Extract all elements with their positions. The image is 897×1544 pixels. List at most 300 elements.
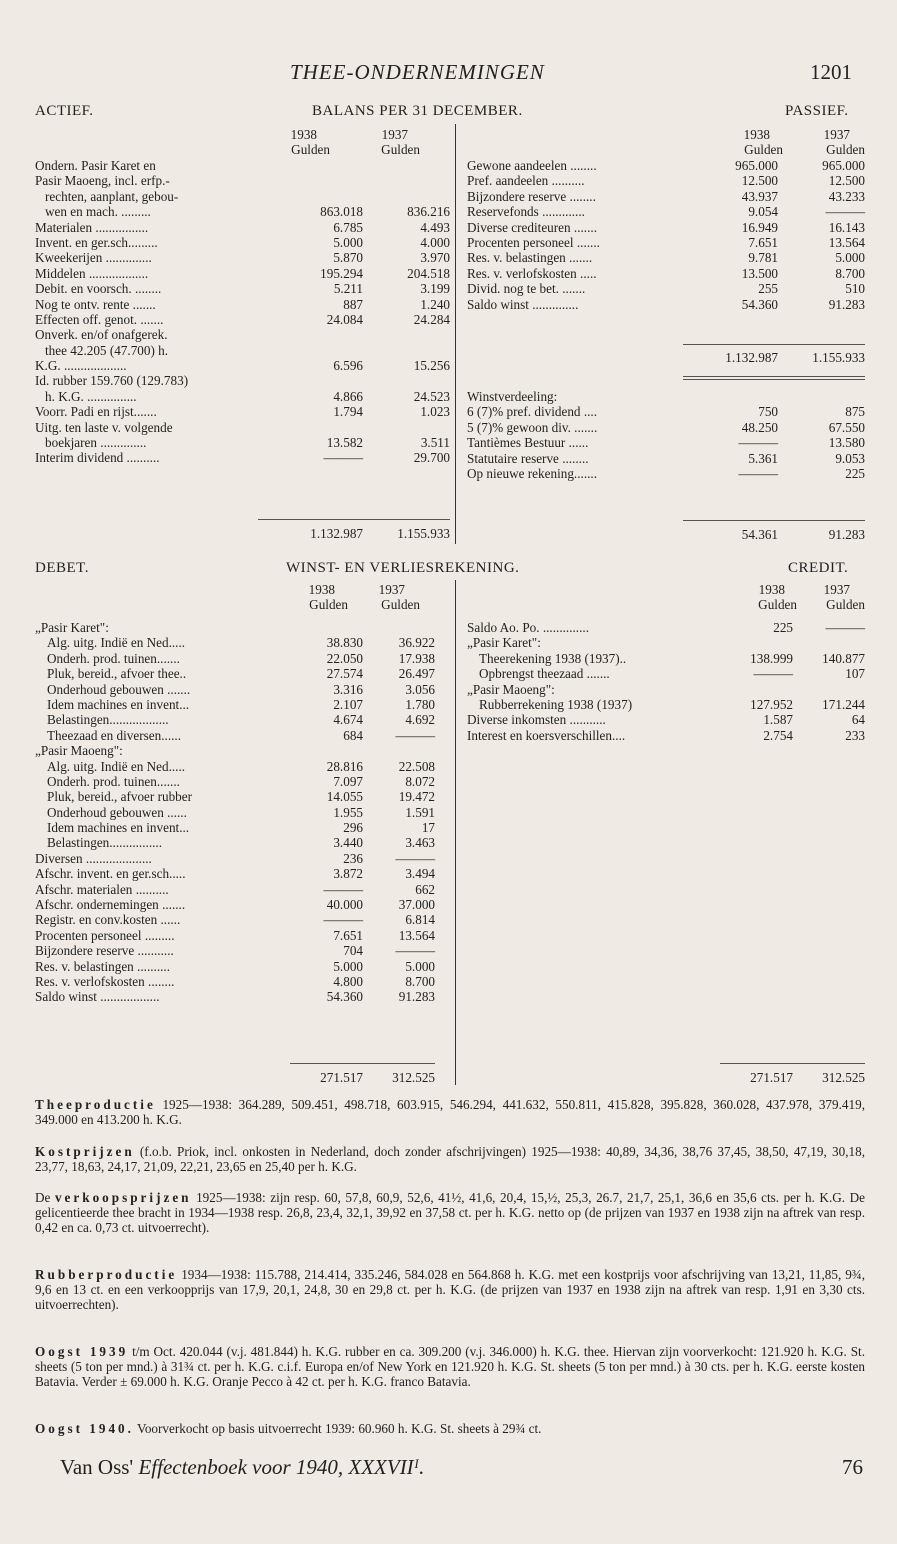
passief-total <box>467 350 865 365</box>
row-label: „Pasir Karet": <box>35 620 109 635</box>
row-label: Voorr. Padi en rijst....... <box>35 404 157 420</box>
row-label: Res. v. verlofskosten ........ <box>35 973 175 989</box>
pl-divider <box>455 580 456 1085</box>
value-1938: 6.785 <box>333 219 363 235</box>
footer-citation <box>60 1455 424 1480</box>
actief-total-1938: 1.132.987 <box>310 526 363 541</box>
table-row <box>35 420 450 435</box>
passief-sum-line <box>683 344 865 345</box>
row-label: Id. rubber 159.760 (129.783) <box>35 373 189 389</box>
value-1938: 684 <box>343 727 363 743</box>
footer-page: 76 <box>842 1455 863 1479</box>
winst-sum-line <box>683 520 865 521</box>
row-label: Pluk, bereid., afvoer thee.. <box>47 666 187 682</box>
table-row <box>467 666 865 681</box>
row-label: Rubberrekening 1938 (1937) <box>479 696 633 712</box>
value-1937: 64 <box>851 712 865 728</box>
credit-col-headers <box>680 582 865 613</box>
passief-label: PASSIEF. <box>785 103 849 119</box>
credit-total-1938: 271.517 <box>750 1070 793 1085</box>
value-1937: 3.463 <box>405 835 435 851</box>
value-1937: 17 <box>421 820 435 836</box>
table-row <box>35 912 435 927</box>
credit-total-1937: 312.525 <box>822 1070 865 1085</box>
value-1938: 9.054 <box>748 204 778 220</box>
table-row <box>35 866 435 881</box>
value-1937: 91.283 <box>828 296 865 312</box>
table-row <box>35 297 450 312</box>
table-row <box>35 189 450 204</box>
table-row <box>35 897 435 912</box>
unit-gulden: Gulden <box>758 597 797 613</box>
paragraph-theeproductie <box>35 1098 865 1128</box>
paragraph-oogst-1939 <box>35 1345 865 1389</box>
table-row <box>467 435 865 450</box>
row-label: Op nieuwe rekening....... <box>467 465 598 481</box>
value-1937: 3.199 <box>420 281 450 297</box>
table-row <box>35 835 435 850</box>
row-label: rechten, aanplant, gebou- <box>45 188 179 204</box>
para-key: verkoopsprijzen <box>54 1190 192 1205</box>
paragraph-verkoopsprijzen <box>35 1191 865 1235</box>
debet-sum-line <box>290 1063 435 1064</box>
value-1937: 3.056 <box>405 681 435 697</box>
pl-title: WINST- EN VERLIESREKENING. <box>286 560 520 576</box>
row-label: Res. v. verlofskosten ..... <box>467 265 597 281</box>
table-row <box>35 235 450 250</box>
value-1938: 2.754 <box>763 727 793 743</box>
value-1937: 29.700 <box>413 450 450 466</box>
value-1938: 704 <box>343 943 363 959</box>
table-row <box>467 220 865 235</box>
row-label: Belastingen................ <box>47 835 163 851</box>
value-1938: 3.316 <box>333 681 363 697</box>
table-row <box>35 974 435 989</box>
row-label: Uitg. ten laste v. volgende <box>35 419 173 435</box>
credit-label: CREDIT. <box>788 560 849 576</box>
row-label: Afschr. materialen .......... <box>35 881 169 897</box>
value-1938: 16.949 <box>741 219 778 235</box>
value-1938: 195.294 <box>320 265 363 281</box>
value-1937: 13.580 <box>828 435 865 451</box>
paragraph-kostprijzen <box>35 1145 865 1175</box>
table-row <box>35 805 435 820</box>
table-row <box>467 266 865 281</box>
unit-gulden: Gulden <box>744 142 783 158</box>
table-row <box>467 420 865 435</box>
table-row <box>35 682 435 697</box>
row-label: Invent. en ger.sch......... <box>35 234 158 250</box>
table-row <box>35 989 435 1004</box>
para-text: 1934—1938: 115.788, 214.414, 335.246, 584.028 en 564.868 h. K.G. met een kostprijs voor afschrijving van 13,21, 11,85, 9¾, 9,6 en 13 ct. en een verkoopprijs van 17,9, 20,1, 24,8, 30 en 29,8 ct. per h. K.G. (de prijzen van 1937 en 1938 zijn na aftrek van resp. 1,91 en 3,30 cts. uitvoerrechten). <box>35 1267 865 1312</box>
row-label: Diversen .................... <box>35 850 152 866</box>
value-1938: 40.000 <box>326 897 363 913</box>
table-row <box>467 158 865 173</box>
year-1938: 1938 <box>308 582 335 597</box>
value-1938: 6.596 <box>333 358 363 374</box>
value-1937: 24.523 <box>413 388 450 404</box>
actief-total <box>35 526 450 541</box>
table-row <box>35 635 435 650</box>
paragraph-oogst-1940 <box>35 1422 865 1437</box>
row-label: Procenten personeel ....... <box>467 234 600 250</box>
value-1937: 91.283 <box>398 989 435 1005</box>
value-1938: 5.361 <box>748 450 778 466</box>
row-label: „Pasir Maoeng": <box>35 743 123 759</box>
footer-publisher: Van Oss' <box>60 1455 139 1479</box>
value-1938: ——— <box>323 881 363 897</box>
value-1938: 14.055 <box>326 789 363 805</box>
passief-col-headers <box>680 127 865 158</box>
value-1937: 3.494 <box>405 866 435 882</box>
value-1937: 26.497 <box>398 666 435 682</box>
row-label: wen en mach. ......... <box>45 204 151 220</box>
value-1937: 24.284 <box>413 311 450 327</box>
value-1938: 750 <box>758 404 778 420</box>
table-row <box>35 759 435 774</box>
value-1937: ——— <box>395 850 435 866</box>
value-1938: 7.651 <box>333 927 363 943</box>
table-row <box>467 250 865 265</box>
row-label: Divid. nog te bet. ....... <box>467 281 586 297</box>
paragraph-rubberproductie <box>35 1268 865 1312</box>
value-1938: 9.781 <box>748 250 778 266</box>
table-row <box>35 266 450 281</box>
row-label: Idem machines en invent... <box>47 820 190 836</box>
row-label: Tantièmes Bestuur ...... <box>467 435 589 451</box>
table-row <box>35 373 450 388</box>
value-1938: 28.816 <box>326 758 363 774</box>
row-label: Kweekerijen .............. <box>35 250 152 266</box>
value-1938: 236 <box>343 850 363 866</box>
value-1938: ——— <box>738 465 778 481</box>
value-1937: 1.240 <box>420 296 450 312</box>
table-row <box>35 204 450 219</box>
value-1937: 4.000 <box>420 234 450 250</box>
row-label: Gewone aandeelen ........ <box>467 158 597 173</box>
value-1937: 1.780 <box>405 696 435 712</box>
row-label: Onderhoud gebouwen ...... <box>47 804 187 820</box>
value-1938: 5.211 <box>333 281 363 297</box>
table-row <box>35 697 435 712</box>
value-1938: 3.440 <box>333 835 363 851</box>
table-row <box>35 651 435 666</box>
table-row <box>35 666 435 681</box>
row-label: Ondern. Pasir Karet en <box>35 158 156 173</box>
value-1937: 67.550 <box>828 419 865 435</box>
actief-col-headers <box>255 127 450 158</box>
year-1938: 1938 <box>758 582 785 597</box>
para-text: Voorverkocht op basis uitvoerrecht 1939: 60.960 h. K.G. St. sheets à 29¾ ct. <box>133 1421 542 1436</box>
value-1937: 107 <box>845 666 865 682</box>
row-label: „Pasir Maoeng": <box>467 681 555 697</box>
value-1937: 140.877 <box>822 650 865 666</box>
row-label: thee 42.205 (47.700) h. <box>45 342 169 358</box>
row-label: Onderh. prod. tuinen....... <box>47 650 180 666</box>
value-1938: 4.800 <box>333 973 363 989</box>
value-1938: 138.999 <box>750 650 793 666</box>
value-1937: 22.508 <box>398 758 435 774</box>
value-1937: ——— <box>825 620 865 635</box>
table-row <box>35 220 450 235</box>
value-1938: 887 <box>343 296 363 312</box>
row-label: Saldo winst .............. <box>467 296 579 312</box>
value-1937: 510 <box>845 281 865 297</box>
table-row <box>35 851 435 866</box>
para-text: (f.o.b. Priok, incl. onkosten in Nederland, doch zonder afschrijvingen) 1925—1938: 40,89, 34,36, 38,76 37,45, 38,50, 47,19, 30,18, 23,77, 18,63, 24,17, 21,09, 22,21, 23,65 en 25,40 per h. K.G. <box>35 1144 865 1174</box>
value-1937: ——— <box>395 727 435 743</box>
table-row <box>35 312 450 327</box>
year-1937: 1937 <box>378 582 405 597</box>
table-row <box>35 343 450 358</box>
value-1937: 43.233 <box>828 188 865 204</box>
value-1937: 233 <box>845 727 865 743</box>
passief-double-line-2 <box>683 379 865 380</box>
row-label: Procenten personeel ......... <box>35 927 175 943</box>
value-1938: 38.830 <box>326 635 363 651</box>
value-1938: 5.870 <box>333 250 363 266</box>
row-label: Pref. aandeelen .......... <box>467 173 585 189</box>
para-key: Kostprijzen <box>35 1144 135 1159</box>
row-label: Idem machines en invent... <box>47 696 190 712</box>
row-label: Onverk. en/of onafgerek. <box>35 327 168 343</box>
table-row <box>467 173 865 188</box>
table-row <box>35 404 450 419</box>
unit-gulden: Gulden <box>381 142 420 158</box>
passief-total-1937: 1.155.933 <box>812 350 865 365</box>
row-label: Alg. uitg. Indië en Ned..... <box>47 758 186 774</box>
winst-total <box>467 527 865 542</box>
value-1938: 4.674 <box>333 712 363 728</box>
value-1938: 1.955 <box>333 804 363 820</box>
value-1938: 5.000 <box>333 958 363 974</box>
row-label: Registr. en conv.kosten ...... <box>35 912 181 928</box>
value-1938: 4.866 <box>333 388 363 404</box>
table-row <box>467 466 865 481</box>
value-1938: 1.587 <box>763 712 793 728</box>
footer-title: Effectenboek voor 1940, XXXVIIᴵ. <box>138 1455 425 1479</box>
value-1937: 15.256 <box>413 358 450 374</box>
value-1937: 36.922 <box>398 635 435 651</box>
row-label: K.G. ................... <box>35 358 127 374</box>
row-label: Pluk, bereid., afvoer rubber <box>47 789 193 805</box>
value-1937: 965.000 <box>822 158 865 173</box>
table-row <box>467 728 865 743</box>
table-row <box>467 235 865 250</box>
value-1937: 37.000 <box>398 897 435 913</box>
value-1937: 9.053 <box>835 450 865 466</box>
para-text: 1925—1938: zijn resp. 60, 57,8, 60,9, 52,6, 41½, 41,6, 20,4, 15,½, 25,3, 26.7, 21,7, 25,1, 36,6 en 35,6 cts. per h. K.G. De gelicentieerde thee bracht in 1934—1938 resp. 26,8, 23,4, 32,1, 39,92 en 37,58 ct. per h. K.G. netto op (de prijzen van 1937 en 1938 zijn na aftrek van resp. 0,42 en ca. 0,73 ct. uitvoerrecht). <box>35 1190 865 1235</box>
table-row <box>35 928 435 943</box>
table-row <box>467 297 865 312</box>
row-label: Res. v. belastingen .......... <box>35 958 171 974</box>
para-key: Theeproductie <box>35 1097 156 1112</box>
table-row <box>35 327 450 342</box>
value-1937: 171.244 <box>822 696 865 712</box>
value-1938: 24.084 <box>326 311 363 327</box>
running-title: THEE-ONDERNEMINGEN <box>290 60 545 84</box>
value-1937: 17.938 <box>398 650 435 666</box>
value-1938: 54.360 <box>741 296 778 312</box>
row-label: „Pasir Karet": <box>467 635 541 651</box>
winst-header: Winstverdeeling: <box>467 389 558 404</box>
table-row <box>467 620 865 635</box>
table-row <box>35 158 450 173</box>
row-label: Alg. uitg. Indië en Ned..... <box>47 635 186 651</box>
row-label: Theerekening 1938 (1937).. <box>479 650 627 666</box>
table-row <box>35 389 450 404</box>
value-1937: 8.700 <box>835 265 865 281</box>
unit-gulden: Gulden <box>826 597 865 613</box>
row-label: Statutaire reserve ........ <box>467 450 589 466</box>
table-row <box>467 682 865 697</box>
para-key: Oogst 1940. <box>35 1421 134 1436</box>
actief-table <box>35 158 450 466</box>
table-row <box>35 435 450 450</box>
table-row <box>35 774 435 789</box>
winst-table <box>467 389 865 481</box>
debet-table <box>35 620 435 1005</box>
actief-total-1937: 1.155.933 <box>397 526 450 541</box>
value-1937: 662 <box>415 881 435 897</box>
table-row <box>35 358 450 373</box>
value-1938: 255 <box>758 281 778 297</box>
table-row <box>35 882 435 897</box>
row-label: Saldo Ao. Po. .............. <box>467 620 589 635</box>
value-1937: 3.970 <box>420 250 450 266</box>
para-text: t/m Oct. 420.044 (v.j. 481.844) h. K.G. rubber en ca. 309.200 (v.j. 346.000) h. K.G. thee. Hiervan zijn voorverkocht: 121.920 h. K.G. St. sheets (5 ton per mnd.) à 31¾ ct. per h. K.G. c.i.f. Europa en/of New York en 121.920 h. K.G. St. sheets (5 ton per mnd.) à 30 cts. per h. K.G. eerste kosten Batavia. Verder ± 69.000 h. K.G. Oranje Pecco à 42 ct. per h. K.G. franco Batavia. <box>35 1344 866 1389</box>
table-row <box>467 404 865 419</box>
year-1938: 1938 <box>743 127 770 142</box>
table-row <box>35 943 435 958</box>
value-1937: 1.023 <box>420 404 450 420</box>
table-row <box>35 281 450 296</box>
actief-label: ACTIEF. <box>35 103 94 119</box>
value-1938: 22.050 <box>326 650 363 666</box>
value-1937: 1.591 <box>405 804 435 820</box>
row-label: Opbrengst theezaad ....... <box>479 666 610 682</box>
row-label: Belastingen.................. <box>47 712 169 728</box>
value-1937: ——— <box>825 204 865 220</box>
row-label: Materialen ................ <box>35 219 149 235</box>
table-row <box>35 820 435 835</box>
value-1937: 836.216 <box>407 204 450 220</box>
table-row <box>467 189 865 204</box>
table-row <box>35 173 450 188</box>
row-label: Pasir Maoeng, incl. erfp.- <box>35 173 170 189</box>
balance-title: BALANS PER 31 DECEMBER. <box>312 103 523 119</box>
credit-table <box>467 620 865 743</box>
value-1937: 5.000 <box>835 250 865 266</box>
row-label: Onderh. prod. tuinen....... <box>47 773 180 789</box>
table-row <box>35 250 450 265</box>
table-row <box>35 620 435 635</box>
value-1938: 5.000 <box>333 234 363 250</box>
row-label: Debit. en voorsch. ........ <box>35 281 162 297</box>
value-1938: 7.097 <box>333 773 363 789</box>
debet-total-1937: 312.525 <box>392 1070 435 1085</box>
value-1937: 204.518 <box>407 265 450 281</box>
value-1937: 875 <box>845 404 865 420</box>
unit-gulden: Gulden <box>381 597 420 613</box>
table-row <box>467 697 865 712</box>
debet-col-headers <box>255 582 450 613</box>
row-label: boekjaren .............. <box>45 435 147 451</box>
value-1938: 12.500 <box>741 173 778 189</box>
value-1938: 54.360 <box>326 989 363 1005</box>
value-1937: 12.500 <box>828 173 865 189</box>
passief-double-line-1 <box>683 376 865 377</box>
value-1938: 225 <box>773 620 793 635</box>
row-label: Nog te ontv. rente ....... <box>35 296 156 312</box>
row-label: Saldo winst .................. <box>35 989 160 1005</box>
unit-gulden: Gulden <box>309 597 348 613</box>
value-1938: 863.018 <box>320 204 363 220</box>
balance-divider <box>455 124 456 544</box>
row-label: Theezaad en diversen...... <box>47 727 182 743</box>
row-label: Onderhoud gebouwen ....... <box>47 681 191 697</box>
winst-total-1938: 54.361 <box>741 527 778 542</box>
row-label: Afschr. invent. en ger.sch..... <box>35 866 186 882</box>
table-row <box>467 204 865 219</box>
value-1937: 6.814 <box>405 912 435 928</box>
row-label: Middelen .................. <box>35 265 149 281</box>
passief-table <box>467 158 865 312</box>
value-1937: 5.000 <box>405 958 435 974</box>
credit-sum-line <box>720 1063 865 1064</box>
row-label: Bijzondere reserve ........ <box>467 188 596 204</box>
para-prefix: De <box>35 1190 55 1205</box>
value-1938: 13.500 <box>741 265 778 281</box>
value-1938: 1.794 <box>333 404 363 420</box>
para-text: 1925—1938: 364.289, 509.451, 498.718, 603.915, 546.294, 441.632, 550.811, 415.828, 395.828, 360.028, 437.978, 379.419, 349.000 en 413.200 h. K.G. <box>35 1097 865 1127</box>
value-1937: 13.564 <box>828 234 865 250</box>
row-label: Res. v. belastingen ....... <box>467 250 593 266</box>
row-label: 5 (7)% gewoon div. ....... <box>467 419 598 435</box>
value-1938: 296 <box>343 820 363 836</box>
debet-total-1938: 271.517 <box>320 1070 363 1085</box>
value-1938: 2.107 <box>333 696 363 712</box>
table-row <box>467 712 865 727</box>
value-1938: ——— <box>738 435 778 451</box>
value-1937: 8.700 <box>405 973 435 989</box>
winst-total-1937: 91.283 <box>828 527 865 542</box>
row-label: Diverse crediteuren ....... <box>467 219 597 235</box>
year-1937: 1937 <box>823 127 850 142</box>
table-row <box>35 743 435 758</box>
unit-gulden: Gulden <box>291 142 330 158</box>
year-1937: 1937 <box>823 582 850 597</box>
value-1937: 16.143 <box>828 219 865 235</box>
passief-total-1938: 1.132.987 <box>725 350 778 365</box>
value-1938: 27.574 <box>326 666 363 682</box>
value-1938: 7.651 <box>748 234 778 250</box>
value-1937: 4.493 <box>420 219 450 235</box>
row-label: Bijzondere reserve ........... <box>35 943 174 959</box>
table-row <box>35 789 435 804</box>
value-1938: ——— <box>753 666 793 682</box>
row-label: Effecten off. genot. ....... <box>35 311 164 327</box>
table-row <box>35 450 450 465</box>
value-1937: ——— <box>395 943 435 959</box>
value-1938: ——— <box>323 450 363 466</box>
row-label: Interest en koersverschillen.... <box>467 727 626 743</box>
table-row <box>467 281 865 296</box>
value-1937: 225 <box>845 465 865 481</box>
para-key: Oogst 1939 <box>35 1344 129 1359</box>
table-row <box>35 712 435 727</box>
value-1937: 19.472 <box>398 789 435 805</box>
